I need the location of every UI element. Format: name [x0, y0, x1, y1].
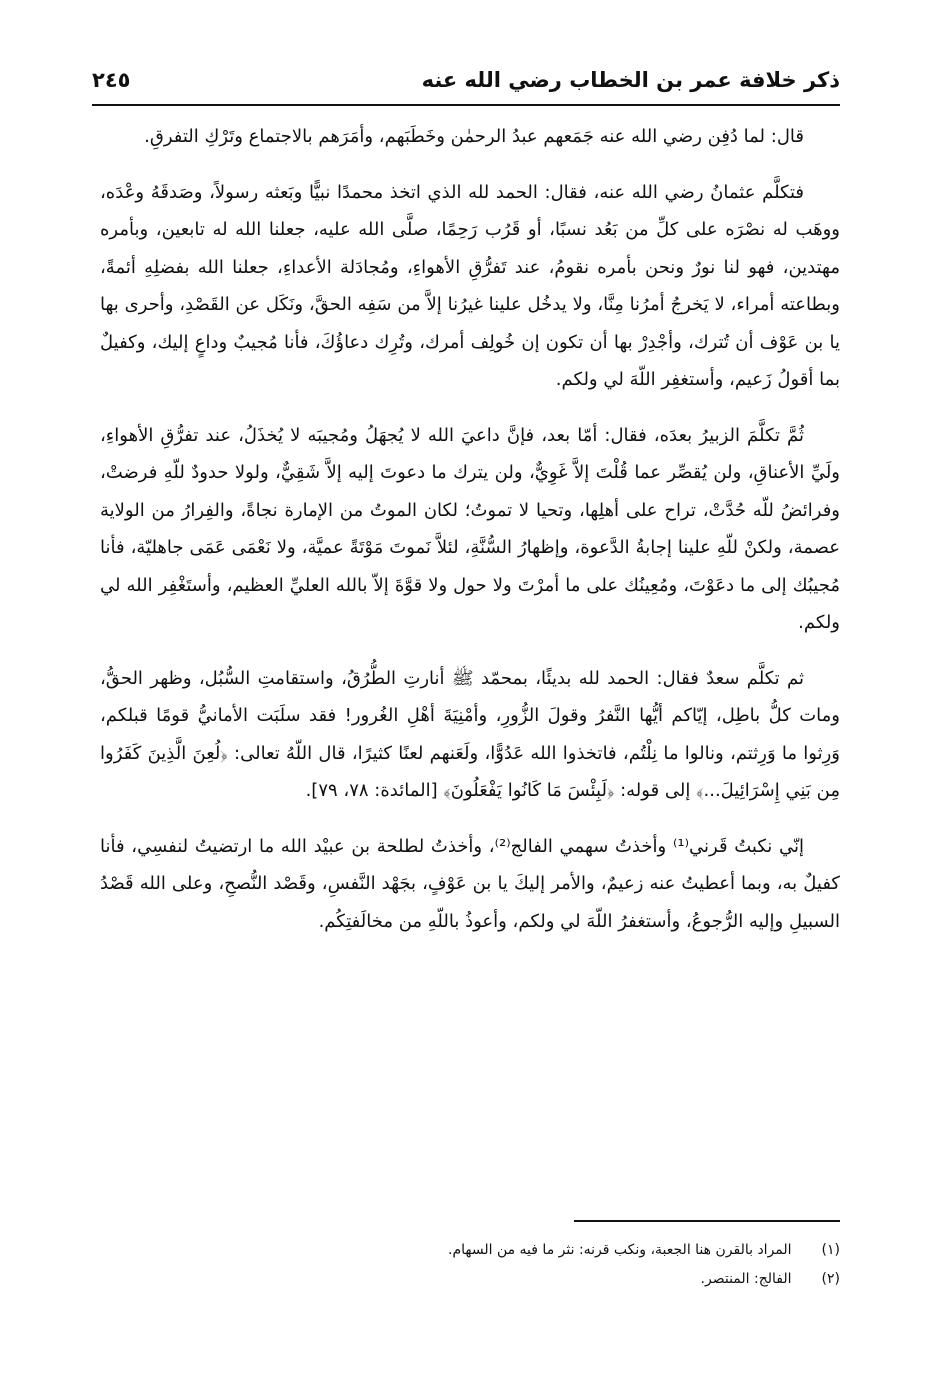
- footnote-text: الفالج: المنتصر.: [700, 1271, 792, 1287]
- paragraph-2: فتكلَّم عثمانُ رضي الله عنه، فقال: الحمد لله الذي اتخذ محمدًا نبيًّا وبَعثه رسولاً، وصَدقَهُ وعْدَه، ووهَب له نصْرَه على كلِّ من بَعُد نسبًا، أو قَرُب رَحِمًا، صلَّى الله عليه، جعلنا الله له تابعين، وبأمره مهتدين، فهو لنا نورٌ ونحن بأمره نقومُ، عند تَفرُّقِ الأهواءِ، ومُجادَلة الأعداءِ، جعلنا الله بفضلِهِ أئمةً، وبطاعته أمراء، لا يَخرجُ أمرُنا مِنَّا، ولا يدخُل علينا غيرُنا إلاَّ من سَفِه الحقَّ، ونَكَل عن القَصْدِ، وأحرى بها يا بن عَوْف أن تُترك، وأجْدِرْ بها أن تكون إن خُولِف أمرك، وتُرِك دعاؤُكَ، فأنا مُجيبٌ وداعٍ إليك، وكفيلٌ بما أقولُ زَعيم، وأستغفِر اللّهَ لي ولكم.: [100, 181, 840, 390]
- running-title: ذكر خلافة عمر بن الخطاب رضي الله عنه: [421, 68, 840, 92]
- page-number: ٢٤٥: [92, 68, 131, 92]
- footnote-2: [100, 1265, 840, 1294]
- paragraph-5: إنّي نكبتُ قَرني⁽¹⁾ وأخذتُ سهمي الفالج⁽²⁾، وأخذتُ لطلحة بن عبيْد الله ما ارتضيتُ لنفسِي، فأنا كفيلٌ به، وبما أعطيتُ عنه زعيمٌ، والأمر إليكَ يا بن عَوْفٍ، بجَهْد النَّفسِ، وقَصْد النُّصحِ، وعلى الله قَصْدُ السبيلِ وإليه الرُّجوعُ، وأستغفرُ اللّهَ لي ولكم، وأعوذُ باللّهِ من مخالَفتِكُم.: [100, 835, 840, 932]
- footnote-1: [100, 1236, 840, 1265]
- footnote-number: (١): [821, 1242, 840, 1258]
- body-text: [100, 118, 840, 940]
- footnote-number: (٢): [821, 1271, 840, 1287]
- footnote-divider: [574, 1220, 840, 1222]
- paragraph-4: ثم تكلَّم سعدٌ فقال: الحمد لله بديئًا، بمحمّد ﷺ أنارتِ الطُّرُقُ، واستقامتِ السُّبُل، وظهر الحقُّ، ومات كلُّ باطِل، إيّاكم أيُّها النَّفرُ وقولَ الزُّورِ، وأمْنِيَةَ أهْلِ الغُرور! فقد سلَبَت الأمانيُّ قومًا قبلكم، وَرِثوا ما وَرِثتم، ونالوا ما نِلْتُم، فاتخذوا الله عَدُوًّا، ولَعَنهم لعنًا كثيرًا، قال اللّهُ تعالى: ﴿لُعِنَ الَّذِينَ كَفَرُوا مِن بَنِي إِسْرَائِيلَ...﴾ إلى قوله: ﴿لَبِئْسَ مَا كَانُوا يَفْعَلُونَ﴾ [المائدة: ٧٨، ٧٩].: [100, 667, 840, 801]
- header-divider: [92, 104, 840, 106]
- paragraph-1: قال: لما دُفِن رضي الله عنه جَمَعهم عبدُ الرحمٰن وخَطَبَهم، وأمَرَهم بالاجتماع وتَرْكِ التفرقِ.: [144, 126, 804, 147]
- paragraph-3: ثُمَّ تكلَّمَ الزبيرُ بعدَه، فقال: أمّا بعد، فإنَّ داعيَ الله لا يُجهَلُ ومُجيبَه لا يُخذَلُ، عند تفرُّقِ الأهواءِ، ولَيِّ الأعناقِ، ولن يُقصِّر عما قُلْتَ إلاَّ غَوِيٌّ، ولن يترك ما دعوتَ إليه إلاَّ شَقِيٌّ، ولولا حدودٌ للّهِ فرضتْ، وفرائضُ للّه حُدَّتْ، تراح على أهلِها، وتحيا لا تموتُ؛ لكان الموتُ من الإمارة نجاةً، والفِرارُ من الولاية عصمة، ولكنْ للّهِ علينا إجابةُ الدَّعوة، وإظهارُ السُّنَّةِ، لئلاَّ نَموتَ مَوْتَةً عميَّة، ولا نَعْمَى عَمَى جاهليّة، فأنا مُجيبُك إلى ما دعَوْتَ، ومُعِينُك على ما أمرْتَ ولا حول ولا قوَّةَ إلاّ بالله العليِّ العظيم، وأستَغْفِر الله لي ولكم.: [100, 424, 840, 633]
- footnotes: [100, 1236, 840, 1294]
- footnote-text: المراد بالقرن هنا الجعبة، ونكب قرنه: نثر ما فيه من السهام.: [448, 1242, 792, 1258]
- page-header: [92, 60, 840, 110]
